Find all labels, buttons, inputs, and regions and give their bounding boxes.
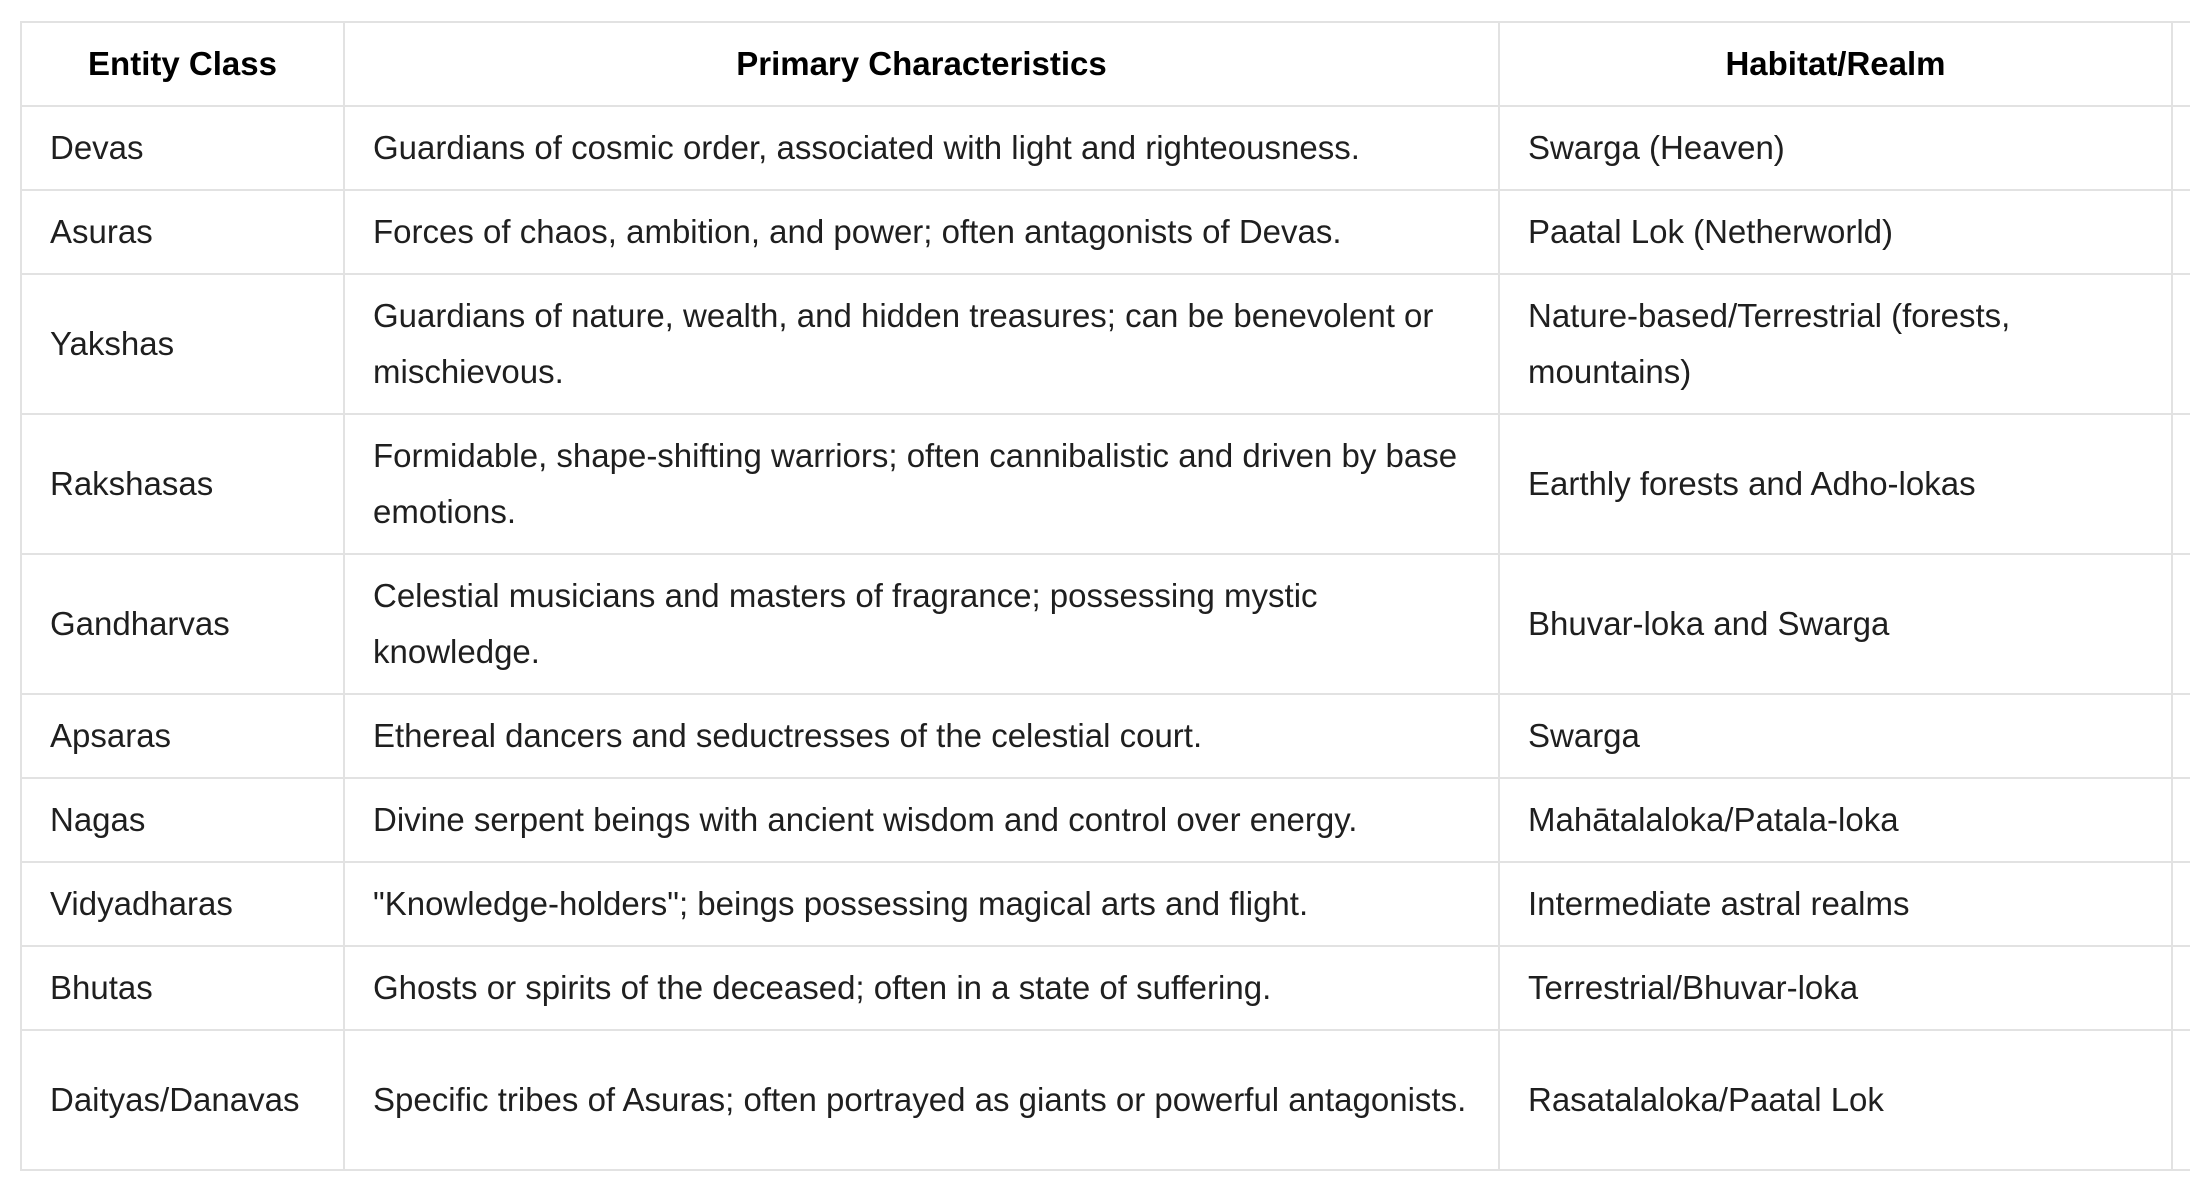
overflow-cell — [2172, 190, 2190, 274]
table-row — [21, 554, 2190, 694]
characteristics-cell: Divine serpent beings with ancient wisdom and control over energy. — [344, 778, 1499, 862]
entity-cell: Rakshasas — [21, 414, 344, 554]
characteristics-cell: Forces of chaos, ambition, and power; often antagonists of Devas. — [344, 190, 1499, 274]
characteristics-cell: "Knowledge-holders"; beings possessing magical arts and flight. — [344, 862, 1499, 946]
habitat-cell: Rasatalaloka/Paatal Lok — [1499, 1030, 2172, 1170]
header-overflow-cell — [2172, 22, 2190, 106]
entity-cell: Nagas — [21, 778, 344, 862]
overflow-cell — [2172, 862, 2190, 946]
habitat-cell: Nature-based/Terrestrial (forests, mountains) — [1499, 274, 2172, 414]
habitat-cell: Swarga (Heaven) — [1499, 106, 2172, 190]
entity-table-container — [20, 21, 2190, 1171]
entity-table — [20, 21, 2190, 1171]
habitat-cell: Swarga — [1499, 694, 2172, 778]
entity-cell: Yakshas — [21, 274, 344, 414]
table-row — [21, 862, 2190, 946]
characteristics-cell: Guardians of cosmic order, associated with light and righteousness. — [344, 106, 1499, 190]
table-row — [21, 274, 2190, 414]
overflow-cell — [2172, 274, 2190, 414]
overflow-cell — [2172, 694, 2190, 778]
table-row — [21, 414, 2190, 554]
characteristics-cell: Ghosts or spirits of the deceased; often in a state of suffering. — [344, 946, 1499, 1030]
overflow-cell — [2172, 106, 2190, 190]
habitat-cell: Bhuvar-loka and Swarga — [1499, 554, 2172, 694]
overflow-cell — [2172, 1030, 2190, 1170]
table-row — [21, 1030, 2190, 1170]
entity-cell: Bhutas — [21, 946, 344, 1030]
overflow-cell — [2172, 946, 2190, 1030]
entity-cell: Daityas/Danavas — [21, 1030, 344, 1170]
table-row — [21, 106, 2190, 190]
overflow-cell — [2172, 778, 2190, 862]
entity-cell: Asuras — [21, 190, 344, 274]
habitat-cell: Intermediate astral realms — [1499, 862, 2172, 946]
characteristics-cell: Celestial musicians and masters of fragrance; possessing mystic knowledge. — [344, 554, 1499, 694]
habitat-cell: Paatal Lok (Netherworld) — [1499, 190, 2172, 274]
header-habitat-realm: Habitat/Realm — [1499, 22, 2172, 106]
habitat-cell: Terrestrial/Bhuvar-loka — [1499, 946, 2172, 1030]
overflow-cell — [2172, 414, 2190, 554]
entity-cell: Vidyadharas — [21, 862, 344, 946]
table-row — [21, 946, 2190, 1030]
entity-cell: Apsaras — [21, 694, 344, 778]
table-row — [21, 694, 2190, 778]
entity-cell: Gandharvas — [21, 554, 344, 694]
header-entity-class: Entity Class — [21, 22, 344, 106]
characteristics-cell: Formidable, shape-shifting warriors; often cannibalistic and driven by base emotions. — [344, 414, 1499, 554]
characteristics-cell: Guardians of nature, wealth, and hidden treasures; can be benevolent or mischievous. — [344, 274, 1499, 414]
habitat-cell: Earthly forests and Adho-lokas — [1499, 414, 2172, 554]
table-row — [21, 778, 2190, 862]
characteristics-cell: Specific tribes of Asuras; often portrayed as giants or powerful antagonists. — [344, 1030, 1499, 1170]
overflow-cell — [2172, 554, 2190, 694]
table-row — [21, 190, 2190, 274]
entity-cell: Devas — [21, 106, 344, 190]
header-primary-characteristics: Primary Characteristics — [344, 22, 1499, 106]
table-header-row — [21, 22, 2190, 106]
characteristics-cell: Ethereal dancers and seductresses of the celestial court. — [344, 694, 1499, 778]
habitat-cell: Mahātalaloka/Patala-loka — [1499, 778, 2172, 862]
